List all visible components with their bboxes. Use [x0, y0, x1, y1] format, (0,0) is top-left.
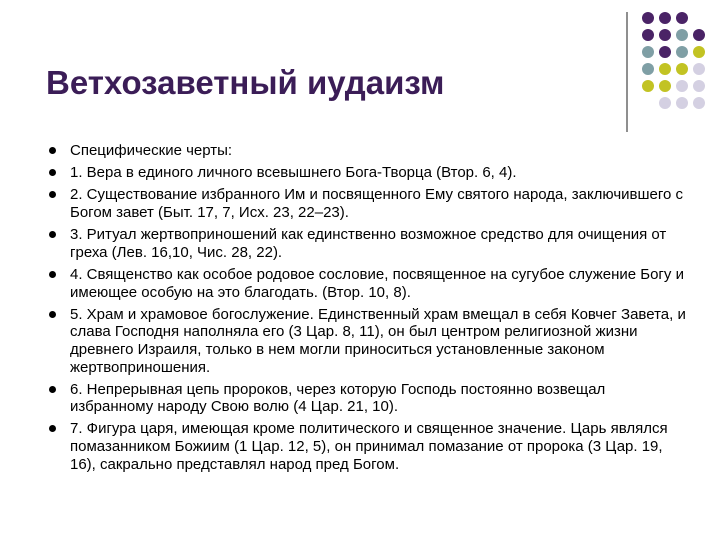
bullet-text: 1. Вера в единого личного всевышнего Бога-Творца (Втор. 6, 4).: [70, 164, 517, 182]
decorative-dot: [693, 63, 705, 75]
decorative-dot: [676, 63, 688, 75]
decorative-dot: [642, 46, 654, 58]
decorative-dot: [659, 97, 671, 109]
bullet-item: [46, 164, 686, 182]
bullet-item: [46, 266, 686, 301]
decorative-dot: [659, 46, 671, 58]
bullet-dot-icon: [49, 386, 56, 393]
decorative-dot: [642, 12, 654, 24]
decorative-dot: [659, 63, 671, 75]
bullet-dot-icon: [49, 231, 56, 238]
bullet-dot-icon: [49, 147, 56, 154]
decorative-dot: [676, 97, 688, 109]
bullet-text: 3. Ритуал жертвоприношений как единственно возможное средство для очищения от греха (Лев. 16,10, Чис. 28, 22).: [70, 226, 667, 261]
decorative-dot: [659, 80, 671, 92]
bullet-dot-icon: [49, 311, 56, 318]
bullet-item: [46, 226, 686, 261]
bullet-item: [46, 420, 686, 473]
decorative-dot: [693, 46, 705, 58]
bullet-dot-icon: [49, 191, 56, 198]
bullet-dot-icon: [49, 169, 56, 176]
bullet-item: [46, 306, 686, 376]
decorative-divider-line: [626, 12, 628, 132]
bullet-item: [46, 142, 686, 160]
bullet-text: 4. Священство как особое родовое сословие, посвященное на сугубое служение Богу и имеющее особую на это благодать. (Втор. 10, 8).: [70, 265, 684, 301]
bullet-dot-icon: [49, 271, 56, 278]
decorative-dot: [642, 80, 654, 92]
decorative-dot: [693, 80, 705, 92]
bullet-list: [46, 142, 686, 478]
bullet-item: [46, 381, 686, 416]
decorative-dot: [676, 46, 688, 58]
decorative-dot: [659, 29, 671, 41]
bullet-item: [46, 186, 686, 221]
decorative-dot: [693, 29, 705, 41]
decorative-dot: [693, 97, 705, 109]
bullet-text: 5. Храм и храмовое богослужение. Единственный храм вмещал в себя Ковчег Завета, и слава Господня наполняла его (3 Цар. 8, 11), он был центром религиозной жизни древнего Израиля, только в нем могли приноситься установленные законом жертвоприношения.: [70, 305, 686, 376]
decorative-dot: [676, 12, 688, 24]
slide-title: Ветхозаветный иудаизм: [46, 64, 445, 101]
bullet-text: 2. Существование избранного Им и посвященного Ему святого народа, заключившего с Богом завет (Быт. 17, 7, Исх. 23, 22–23).: [70, 186, 684, 221]
bullet-text: 6. Непрерывная цепь пророков, через которую Господь постоянно возвещал избранному народу Свою волю (4 Цар. 21, 10).: [70, 380, 606, 416]
bullet-text: 7. Фигура царя, имеющая кроме политического и священное значение. Царь являлся помазанником Божиим (1 Цар. 12, 5), он принимал помазание от пророка (3 Цар. 19, 16), сакрально представлял народ пред Богом.: [70, 420, 668, 473]
bullet-dot-icon: [49, 425, 56, 432]
decorative-dot: [659, 12, 671, 24]
decorative-dot: [676, 29, 688, 41]
decorative-dot: [642, 29, 654, 41]
decorative-dot: [642, 63, 654, 75]
decorative-dot: [676, 80, 688, 92]
bullet-text: Специфические черты:: [70, 142, 233, 159]
